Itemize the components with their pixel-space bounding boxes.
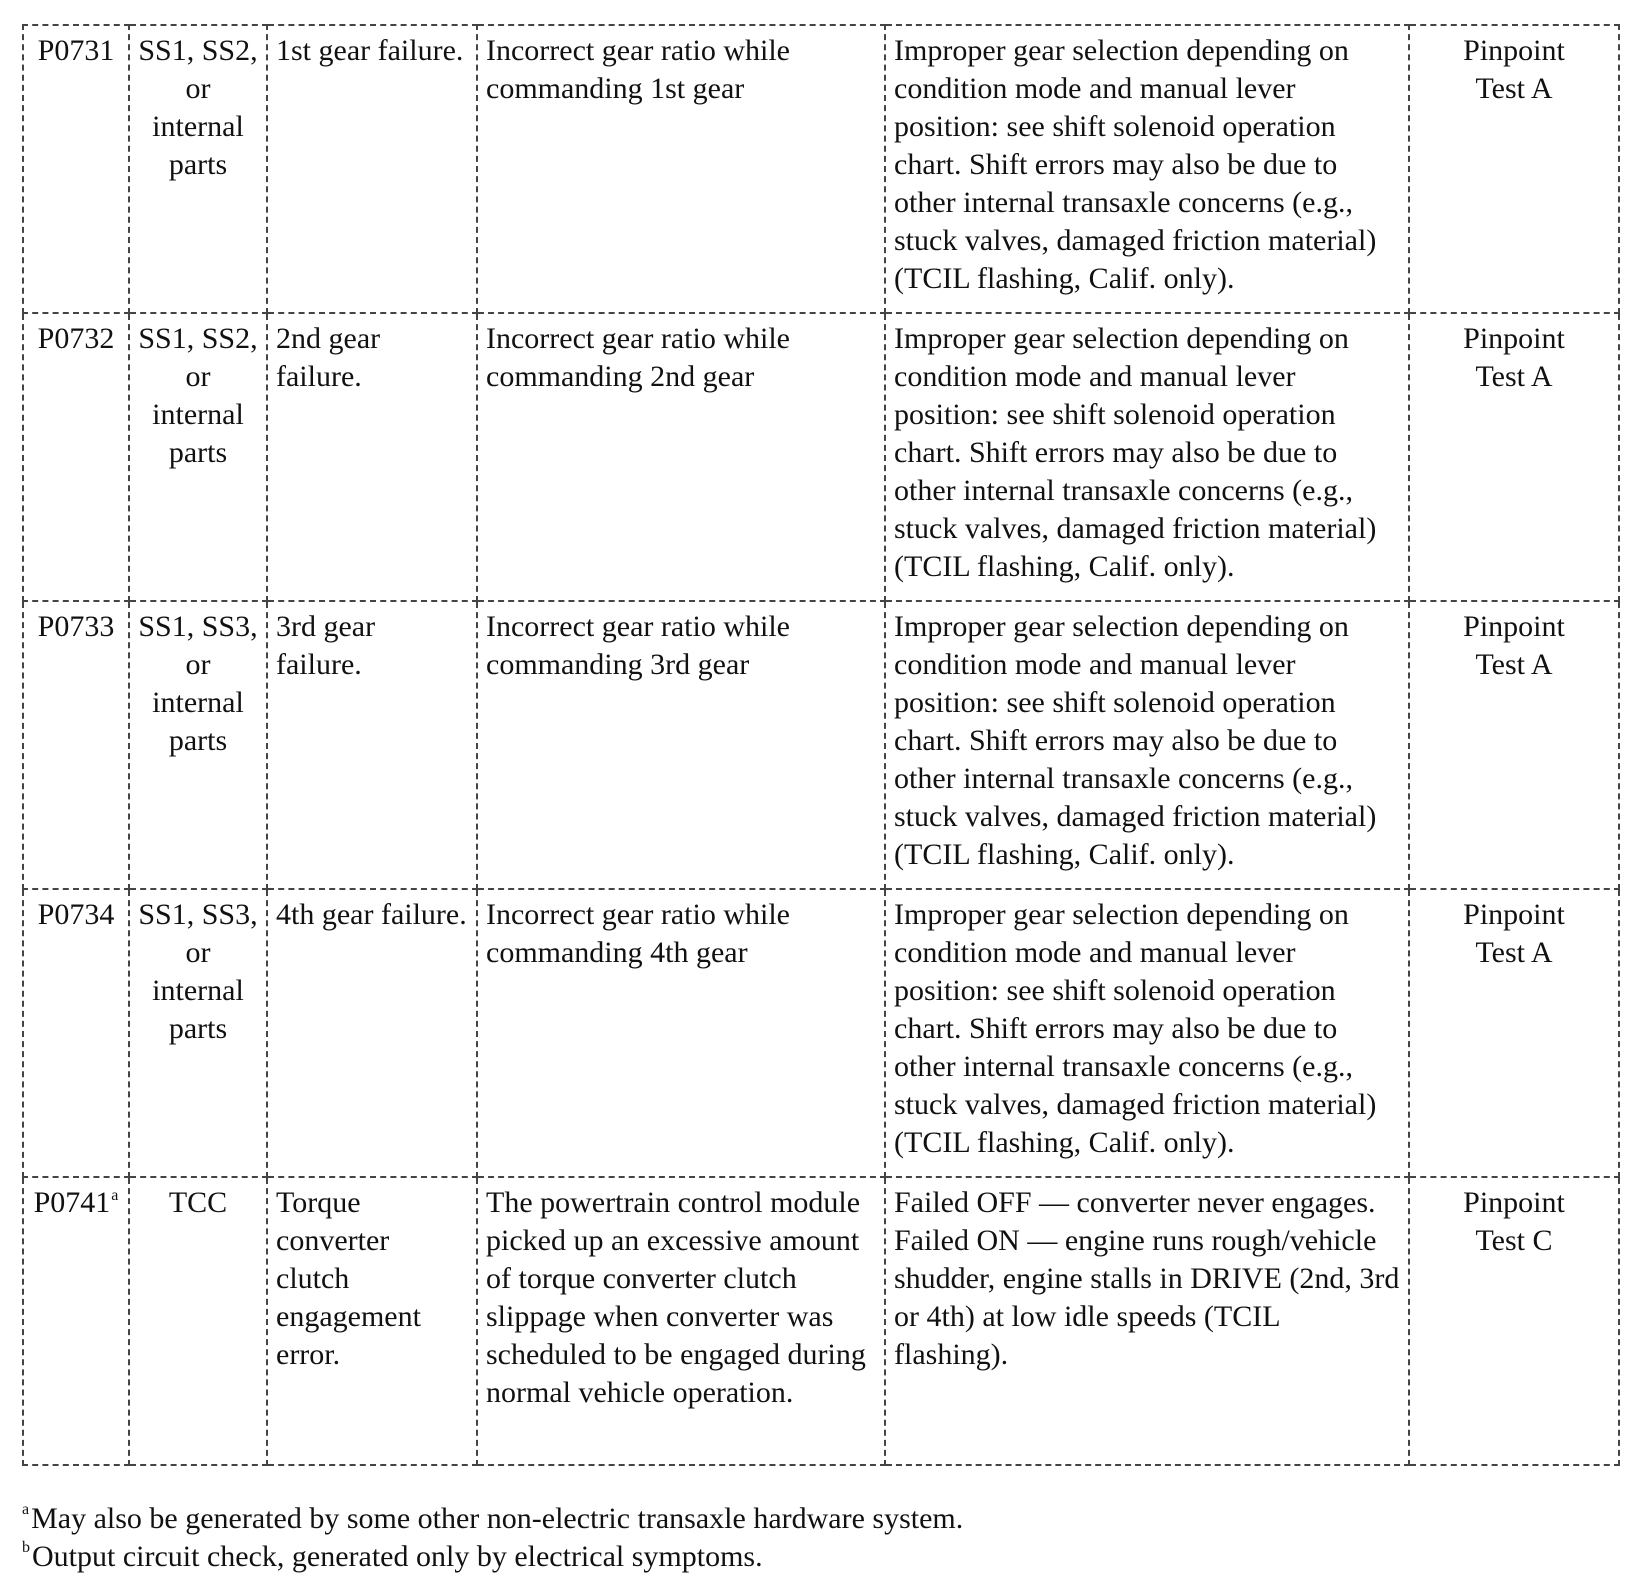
- dtc-code-cell: [23, 601, 129, 889]
- symptom-text: Improper gear selection depending on condition mode and manual lever position: see shift solenoid operation chart. Shift errors may also be due to other internal transaxle concerns (e.g., stuck valves, damaged friction material) (TCIL flashing, Calif. only).: [894, 322, 1377, 583]
- diagnostic-code-table: [22, 24, 1620, 1466]
- symptom-text: Improper gear selection depending on condition mode and manual lever position: see shift solenoid operation chart. Shift errors may also be due to other internal transaxle concerns (e.g., stuck valves, damaged friction material) (TCIL flashing, Calif. only).: [894, 34, 1377, 295]
- table-row: [23, 25, 1619, 313]
- action-label: Pinpoint: [1463, 34, 1565, 67]
- action-cell: [1409, 313, 1619, 601]
- dtc-code: P0734: [37, 898, 115, 931]
- symptom-text: Failed OFF — converter never engages.: [894, 1186, 1376, 1219]
- footnote-mark: b: [22, 1539, 30, 1556]
- description-cell: Incorrect gear ratio while commanding 2nd gear: [477, 313, 885, 601]
- footnote-text: Output circuit check, generated only by electrical symptoms.: [32, 1540, 763, 1573]
- symptom-text: Improper gear selection depending on condition mode and manual lever position: see shift solenoid operation chart. Shift errors may also be due to other internal transaxle concerns (e.g., stuck valves, damaged friction material) (TCIL flashing, Calif. only).: [894, 898, 1377, 1159]
- action-test: Test C: [1475, 1224, 1553, 1257]
- table-body: [23, 25, 1619, 1465]
- action-label: Pinpoint: [1463, 1186, 1565, 1219]
- dtc-code-cell: [23, 25, 129, 313]
- description-cell: The powertrain control module picked up an excessive amount of torque converter clutch slippage when converter was scheduled to be engaged during normal vehicle operation.: [477, 1177, 885, 1465]
- description-cell: Incorrect gear ratio while commanding 1st gear: [477, 25, 885, 313]
- condition-cell: 1st gear failure.: [267, 25, 477, 313]
- circuit-cell: TCC: [129, 1177, 267, 1465]
- circuit-cell: SS1, SS3, or internal parts: [129, 601, 267, 889]
- action-cell: [1409, 1177, 1619, 1465]
- action-label: Pinpoint: [1463, 898, 1565, 931]
- action-cell: [1409, 889, 1619, 1177]
- action-cell: [1409, 25, 1619, 313]
- footnote-text: May also be generated by some other non-electric transaxle hardware system.: [31, 1502, 964, 1535]
- symptom-cell: [885, 25, 1409, 313]
- symptom-cell: [885, 1177, 1409, 1465]
- dtc-code: P0733: [37, 610, 115, 643]
- dtc-code-cell: [23, 1177, 129, 1465]
- action-test: Test A: [1475, 648, 1553, 681]
- condition-cell: 2nd gear failure.: [267, 313, 477, 601]
- footnote-b: [22, 1538, 1618, 1576]
- footnotes: [22, 1500, 1618, 1576]
- description-cell: Incorrect gear ratio while commanding 3rd gear: [477, 601, 885, 889]
- diagnostic-code-table-container: [22, 24, 1618, 1466]
- action-cell: [1409, 601, 1619, 889]
- footnote-ref: a: [111, 1187, 119, 1204]
- dtc-code-cell: [23, 313, 129, 601]
- symptom-text: Failed ON — engine runs rough/vehicle shudder, engine stalls in DRIVE (2nd, 3rd or 4th) at low idle speeds (TCIL flashing).: [894, 1224, 1400, 1371]
- action-test: Test A: [1475, 360, 1553, 393]
- symptom-text: Improper gear selection depending on condition mode and manual lever position: see shift solenoid operation chart. Shift errors may also be due to other internal transaxle concerns (e.g., stuck valves, damaged friction material) (TCIL flashing, Calif. only).: [894, 610, 1377, 871]
- circuit-cell: SS1, SS2, or internal parts: [129, 313, 267, 601]
- symptom-cell: [885, 313, 1409, 601]
- dtc-code: P0732: [37, 322, 115, 355]
- dtc-code: P0741: [33, 1186, 111, 1219]
- table-row: [23, 601, 1619, 889]
- condition-cell: Torque converter clutch engagement error.: [267, 1177, 477, 1465]
- footnote-mark: a: [22, 1501, 30, 1518]
- condition-cell: 4th gear failure.: [267, 889, 477, 1177]
- dtc-code: P0731: [37, 34, 115, 67]
- table-row: [23, 1177, 1619, 1465]
- footnote-a: [22, 1500, 1618, 1538]
- circuit-cell: SS1, SS2, or internal parts: [129, 25, 267, 313]
- action-test: Test A: [1475, 936, 1553, 969]
- action-label: Pinpoint: [1463, 610, 1565, 643]
- dtc-code-cell: [23, 889, 129, 1177]
- condition-cell: 3rd gear failure.: [267, 601, 477, 889]
- action-test: Test A: [1475, 72, 1553, 105]
- symptom-cell: [885, 601, 1409, 889]
- action-label: Pinpoint: [1463, 322, 1565, 355]
- description-cell: Incorrect gear ratio while commanding 4th gear: [477, 889, 885, 1177]
- table-row: [23, 313, 1619, 601]
- circuit-cell: SS1, SS3, or internal parts: [129, 889, 267, 1177]
- table-row: [23, 889, 1619, 1177]
- symptom-cell: [885, 889, 1409, 1177]
